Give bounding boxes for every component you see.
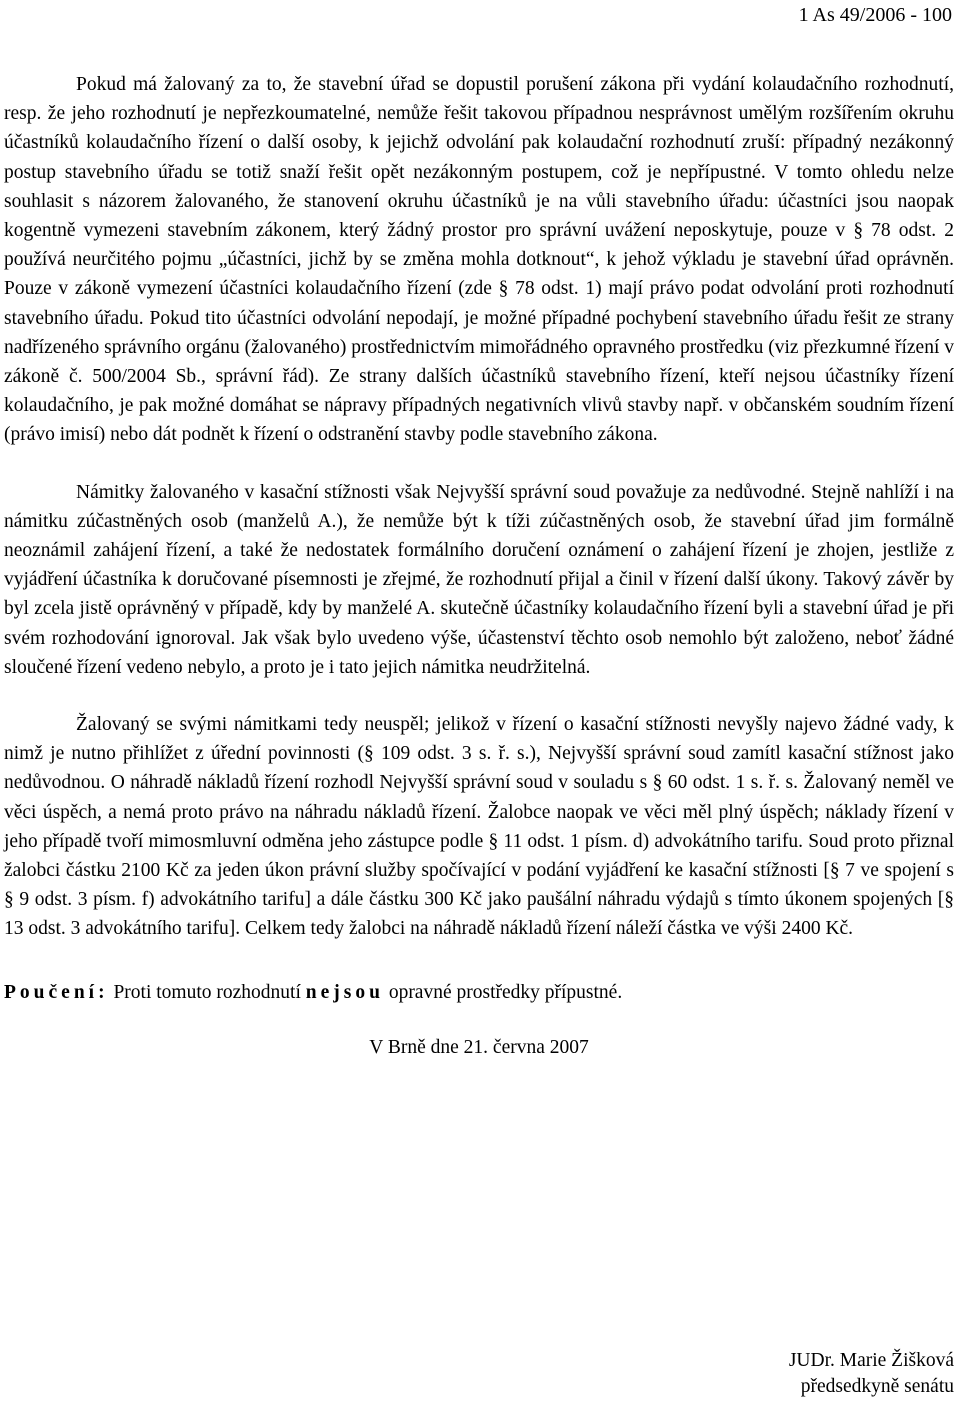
instruction-label: Poučení: (4, 981, 109, 1003)
paragraph-2: Námitky žalovaného v kasační stížnosti však Nejvyšší správní soud považuje za nedůvodné. Stejně nahlíží i na námitku zúčastněných osob (manželů A.), že nemůže být k tíži zúčastněných osob, že stavební úřad jim formálně neoznámil zahájení řízení, a také že nedostatek formálního doručení oznámení o zahájení řízení je zhojen, jestliže z vyjádření účastníka k doručované písemnosti je zřejmé, že rozhodnutí přijal a činil v řízení další úkony. Takový závěr by byl zcela jistě oprávněný v případě, kdy by manželé A. skutečně účastníky kolaudačního řízení byli a stavební úřad je při svém rozhodování ignoroval. Jak však bylo uvedeno výše, účastenství těchto osob nemohlo být založeno, neboť žádné sloučené řízení vedeno nebylo, a proto je i tato jejich námitka neudržitelná. (4, 481, 954, 678)
case-reference: 1 As 49/2006 - 100 (798, 4, 952, 26)
signatory-name: JUDr. Marie Žišková (788, 1350, 954, 1371)
document-body (4, 70, 954, 1062)
instruction-text-after: opravné prostředky přípustné. (383, 981, 623, 1003)
signature-block (789, 1348, 954, 1400)
instruction-text-before: Proti tomuto rozhodnutí (108, 981, 306, 1003)
paragraph-3: Žalovaný se svými námitkami tedy neuspěl; jelikož v řízení o kasační stížnosti nevyšly najevo žádné vady, k nimž je nutno přihlížet z úřední povinnosti (§ 109 odst. 3 s. ř. s.), Nejvyšší správní soud zamítl kasační stížnost jako nedůvodnou. O náhradě nákladů řízení rozhodl Nejvyšší správní soud v souladu s § 60 odst. 1 s. ř. s. Žalovaný neměl ve věci úspěch, a nemá proto právo na náhradu nákladů řízení. Žalobce naopak ve věci měl plný úspěch; náklady řízení v jeho případě tvoří mimosmluvní odměna jeho zástupce podle § 11 odst. 1 písm. d) advokátního tarifu. Soud proto přiznal žalobci částku 2100 Kč za jeden úkon právní služby spočívající v podání vyjádření ke kasační stížnosti [§ 7 ve spojení s § 9 odst. 3 písm. f) advokátního tarifu] a dále částku 300 Kč jako paušální náhradu výdajů s tímto úkonem spojených [§ 13 odst. 3 advokátního tarifu]. Celkem tedy žalobci na náhradě nákladů řízení náleží částka ve výši 2400 Kč. (4, 714, 954, 940)
signatory-role: předsedkyně senátu (800, 1376, 954, 1397)
instruction-emphasis: nejsou (305, 981, 384, 1003)
instruction-line (4, 978, 954, 1007)
date-place-line: V Brně dne 21. června 2007 (369, 1036, 589, 1058)
paragraph-1: Pokud má žalovaný za to, že stavební úřad se dopustil porušení zákona při vydání kolaudačního rozhodnutí, resp. že jeho rozhodnutí je nepřezkoumatelné, nemůže řešit takovou případnou nesprávnost umělým rozšířením okruhu účastníků kolaudačního řízení o další osoby, k jejichž odvolání pak kolaudační rozhodnutí zruší: případný nezákonný postup stavebního úřadu se totiž snaží řešit opět nezákonným postupem, což je nepřípustné. V tomto ohledu nelze souhlasit s názorem žalovaného, že stanovení okruhu účastníků je na vůli stavebního úřadu: účastníci jsou naopak kogentně vymezeni stavebním zákonem, který žádný prostor pro správní uvážení neposkytuje, pouze v § 78 odst. 2 používá neurčitého pojmu „účastníci, jichž by se změna mohla dotknout“, k jehož výkladu je stavební úřad oprávněn. Pouze v zákoně vymezení účastníci kolaudačního řízení (zde § 78 odst. 1) mají právo podat odvolání proti rozhodnutí stavebního úřadu. Pokud tito účastníci odvolání nepodají, je možné případné pochybení stavebního úřadu řešit ze strany nadřízeného správního orgánu (žalovaného) prostřednictvím mimořádného opravného prostředku (viz přezkumné řízení v zákoně č. 500/2004 Sb., správní řád). Ze strany dalších účastníků stavebního řízení, kteří nejsou účastníky řízení kolaudačního, je pak možné domáhat se nápravy případných negativních vlivů stavby např. v občanském soudním řízení (právo imisí) nebo dát podnět k řízení o odstranění stavby podle stavebního zákona. (4, 74, 954, 446)
